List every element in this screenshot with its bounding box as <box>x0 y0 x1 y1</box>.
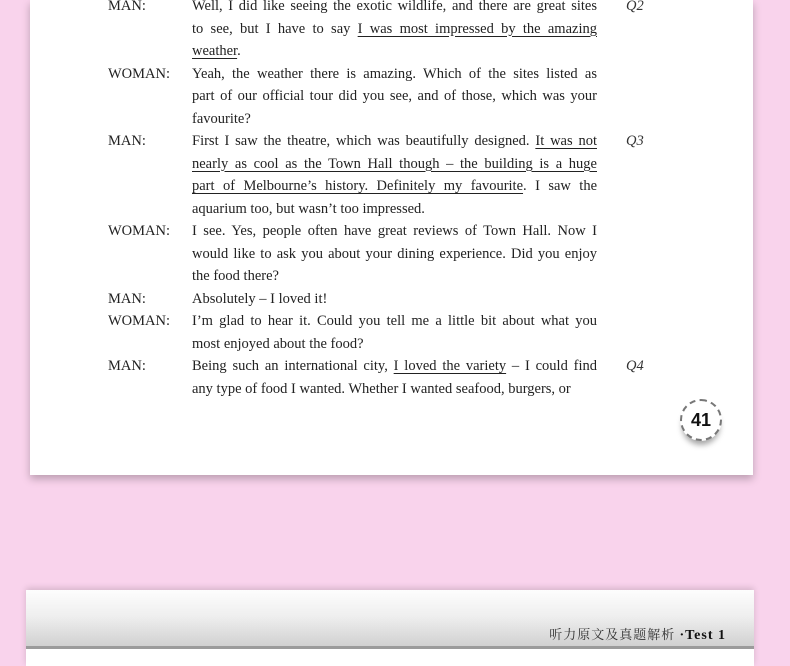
running-header-test: ·Test 1 <box>679 628 726 643</box>
transcript-line <box>192 21 597 38</box>
speaker-label: MAN: <box>108 133 146 149</box>
transcript-line <box>192 358 597 375</box>
line-text: Yeah, the weather there is amazing. Which of the sites listed as <box>192 65 597 82</box>
line-text: to see, but I have to say <box>192 20 358 37</box>
transcript-page <box>30 0 753 475</box>
line-text: First I saw the theatre, which was beautifully designed. <box>192 133 536 149</box>
line-text: the food there? <box>192 268 279 284</box>
transcript-line <box>192 156 597 173</box>
line-text: . I saw the <box>523 178 597 194</box>
speaker-label: MAN: <box>108 358 146 374</box>
dialogue-turn <box>108 291 708 314</box>
underlined-answer-text: I was most impressed by the amazing <box>357 20 597 37</box>
line-text: part of our official tour did you see, and of those, which was your <box>192 88 597 104</box>
transcript-line <box>192 223 597 240</box>
dialogue-turn <box>108 223 708 291</box>
underlined-answer-text: It was not <box>535 133 597 149</box>
speaker-label: WOMAN: <box>108 313 171 329</box>
transcript-line <box>192 201 425 218</box>
speaker-label: WOMAN: <box>108 223 171 239</box>
header-rule <box>26 646 754 649</box>
underlined-answer-text: I loved the variety <box>393 358 507 374</box>
line-text: any type of food I wanted. Whether I wanted seafood, burgers, or <box>192 380 571 397</box>
transcript-line <box>192 133 597 150</box>
line-text: would like to ask you about your dining experience. Did you enjoy <box>192 245 597 262</box>
transcript-line <box>192 178 597 195</box>
dialogue-turn <box>108 358 708 403</box>
page-number: 41 <box>690 409 712 430</box>
question-marker: Q4 <box>626 358 644 374</box>
underlined-answer-text: part of Melbourne’s history. Definitely my favourite <box>192 178 524 194</box>
line-text: I see. Yes, people often have great reviews of Town Hall. Now I <box>192 223 597 239</box>
dialogue-turn <box>108 313 708 358</box>
transcript-line <box>192 0 597 15</box>
dialogue-turn <box>108 66 708 134</box>
transcript-line <box>192 336 364 353</box>
underlined-answer-text: weather <box>192 43 238 59</box>
running-header <box>549 624 726 644</box>
running-header-chinese: 听力原文及真题解析 <box>549 627 676 642</box>
transcript-line <box>192 43 241 60</box>
dialogue-turn <box>108 133 708 223</box>
transcript-line <box>192 313 597 330</box>
transcript-line <box>192 268 279 285</box>
line-text: aquarium too, but wasn’t too impressed. <box>192 200 425 217</box>
transcript-line <box>192 88 597 105</box>
question-marker: Q2 <box>626 0 644 14</box>
line-text: I’m glad to hear it. Could you tell me a little bit about what you <box>192 313 597 329</box>
line-text: Well, I did like seeing the exotic wildlife, and there are great sites <box>192 0 597 14</box>
speaker-label: MAN: <box>108 0 146 14</box>
transcript-line <box>192 291 327 308</box>
line-text: most enjoyed about the food? <box>192 335 364 352</box>
line-text: – I could find <box>506 358 597 374</box>
page-number-badge <box>680 399 722 441</box>
speaker-label: WOMAN: <box>108 65 171 82</box>
underlined-answer-text: nearly as cool as the Town Hall though – the building is a huge <box>192 155 597 172</box>
transcript-line <box>192 246 597 263</box>
transcript-line <box>192 111 251 128</box>
speaker-label: MAN: <box>108 290 146 307</box>
line-text: Absolutely – I loved it! <box>192 290 328 307</box>
dialogue-turn <box>108 0 708 66</box>
line-text: Being such an international city, <box>192 358 394 374</box>
transcript-line <box>192 66 597 83</box>
line-text: . <box>237 43 241 59</box>
line-text: favourite? <box>192 110 251 127</box>
transcript-line <box>192 381 571 398</box>
next-page <box>26 590 754 666</box>
question-marker: Q3 <box>626 133 644 149</box>
